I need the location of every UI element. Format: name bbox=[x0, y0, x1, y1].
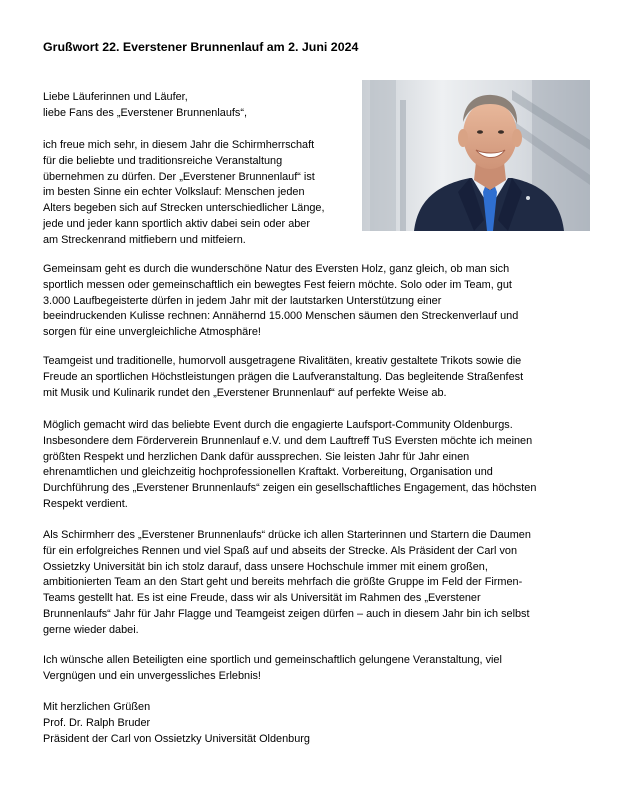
paragraph-1 bbox=[43, 138, 325, 249]
paragraph-line: sorgen für eine unvergleichliche Atmosphäre! bbox=[43, 326, 261, 339]
paragraph-line: beeindruckenden Kulisse rechnen: Annähernd 15.000 Menschen säumen den Streckenverlauf und bbox=[43, 310, 519, 323]
paragraph-line: für die beliebte und traditionsreiche Veranstaltung bbox=[43, 154, 283, 167]
paragraph-line: am Streckenrand mitfiebern und mitfeiern. bbox=[43, 233, 246, 246]
paragraph-line: übernehmen zu dürfen. Der „Everstener Brunnenlauf“ ist bbox=[43, 170, 315, 183]
paragraph-5 bbox=[43, 528, 531, 639]
paragraph-line: ich freue mich sehr, in diesem Jahr die Schirmherrschaft bbox=[43, 139, 315, 151]
paragraph-line: ehrenamtlichen und gleichzeitig hochprofessionellen Kraftakt. Vorbereitung, Organisation und bbox=[43, 466, 493, 479]
greeting-block bbox=[43, 90, 247, 122]
paragraph-line: mit Musik und Kulinarik rundet den „Everstener Brunnenlauf“ auf perfekte Weise ab. bbox=[43, 386, 447, 399]
paragraph-line: Als Schirmherr des „Everstener Brunnenlaufs“ drücke ich allen Starterinnen und Startern die Daumen bbox=[43, 529, 531, 541]
paragraph-line: Teamgeist und traditionelle, humorvoll ausgetragene Rivalitäten, kreativ gestaltete Trikots sowie die bbox=[43, 355, 522, 367]
document-title: Grußwort 22. Everstener Brunnenlauf am 2. Juni 2024 bbox=[43, 40, 359, 54]
paragraph-line: größten Respekt und herzlichen Dank dafür aussprechen. Sie leisten Jahr für Jahr einen bbox=[43, 450, 470, 463]
paragraph-line: sportlich messen oder gemeinschaftlich ein bewegtes Fest feiern möchte. Solo oder im Team, gut bbox=[43, 278, 512, 291]
paragraph-line: Insbesondere dem Förderverein Brunnenlauf e.V. und dem Lauftreff TuS Eversten möchte ich meinen bbox=[43, 434, 533, 447]
paragraph-line: gerne wieder dabei. bbox=[43, 623, 139, 636]
paragraph-2 bbox=[43, 262, 518, 341]
paragraph-4 bbox=[43, 418, 536, 513]
greeting-line: liebe Fans des „Everstener Brunnenlaufs“, bbox=[43, 106, 248, 119]
paragraph-line: Freude an sportlichen Höchstleistungen prägen die Laufveranstaltung. Das begleitende Straßenfest bbox=[43, 370, 524, 383]
signatory-title: Präsident der Carl von Ossietzky Universität Oldenburg bbox=[43, 732, 310, 745]
paragraph-line: für ein erfolgreiches Rennen und viel Spaß auf und abseits der Strecke. Als Präsident der Carl von bbox=[43, 544, 518, 557]
paragraph-line: Brunnenlaufs“ Jahr für Jahr Flagge und Teamgeist zeigen dürfen – auch in diesem Jahr bin ich selbst bbox=[43, 607, 530, 620]
closing-block bbox=[43, 700, 310, 747]
greeting-line: Liebe Läuferinnen und Läufer, bbox=[43, 91, 188, 103]
paragraph-line: Möglich gemacht wird das beliebte Event durch die engagierte Laufsport-Community Oldenburgs. bbox=[43, 419, 513, 431]
paragraph-line: im besten Sinne ein echter Volkslauf: Menschen jeden bbox=[43, 186, 305, 199]
paragraph-line: Gemeinsam geht es durch die wunderschöne Natur des Eversten Holz, ganz gleich, ob man sich bbox=[43, 263, 510, 275]
paragraph-line: Durchführung des „Everstener Brunnenlaufs“ zeigen ein gesellschaftliches Engagement, das höchsten bbox=[43, 482, 537, 495]
paragraph-line: jede und jeder kann sportlich aktiv dabei sein oder aber bbox=[43, 217, 310, 230]
paragraph-line: Teams gestellt hat. Es ist eine Freude, dass wir als Universität im Rahmen des „Everstener bbox=[43, 592, 481, 605]
paragraph-line: Alters begeben sich auf Strecken unterschiedlicher Länge, bbox=[43, 202, 325, 215]
paragraph-line: 3.000 Laufbegeisterte dürfen in jedem Jahr mit der lautstarken Unterstützung einer bbox=[43, 294, 442, 307]
paragraph-line: Respekt verdient. bbox=[43, 497, 128, 510]
paragraph-6 bbox=[43, 653, 502, 685]
paragraph-3 bbox=[43, 354, 523, 401]
paragraph-line: ambitionierten Team an den Start geht und bereits mehrfach die größte Gruppe im Feld der Firmen- bbox=[43, 576, 523, 589]
closing-salutation: Mit herzlichen Grüßen bbox=[43, 701, 151, 713]
portrait-photo bbox=[362, 80, 590, 231]
signatory-name: Prof. Dr. Ralph Bruder bbox=[43, 716, 151, 729]
paragraph-line: Ossietzky Universität bin ich stolz darauf, dass unsere Hochschule immer mit einem großen, bbox=[43, 560, 488, 573]
paragraph-line: Vergnügen und ein unvergessliches Erlebnis! bbox=[43, 669, 261, 682]
paragraph-line: Ich wünsche allen Beteiligten eine sportlich und gemeinschaftlich gelungene Veranstaltung, viel bbox=[43, 654, 502, 666]
